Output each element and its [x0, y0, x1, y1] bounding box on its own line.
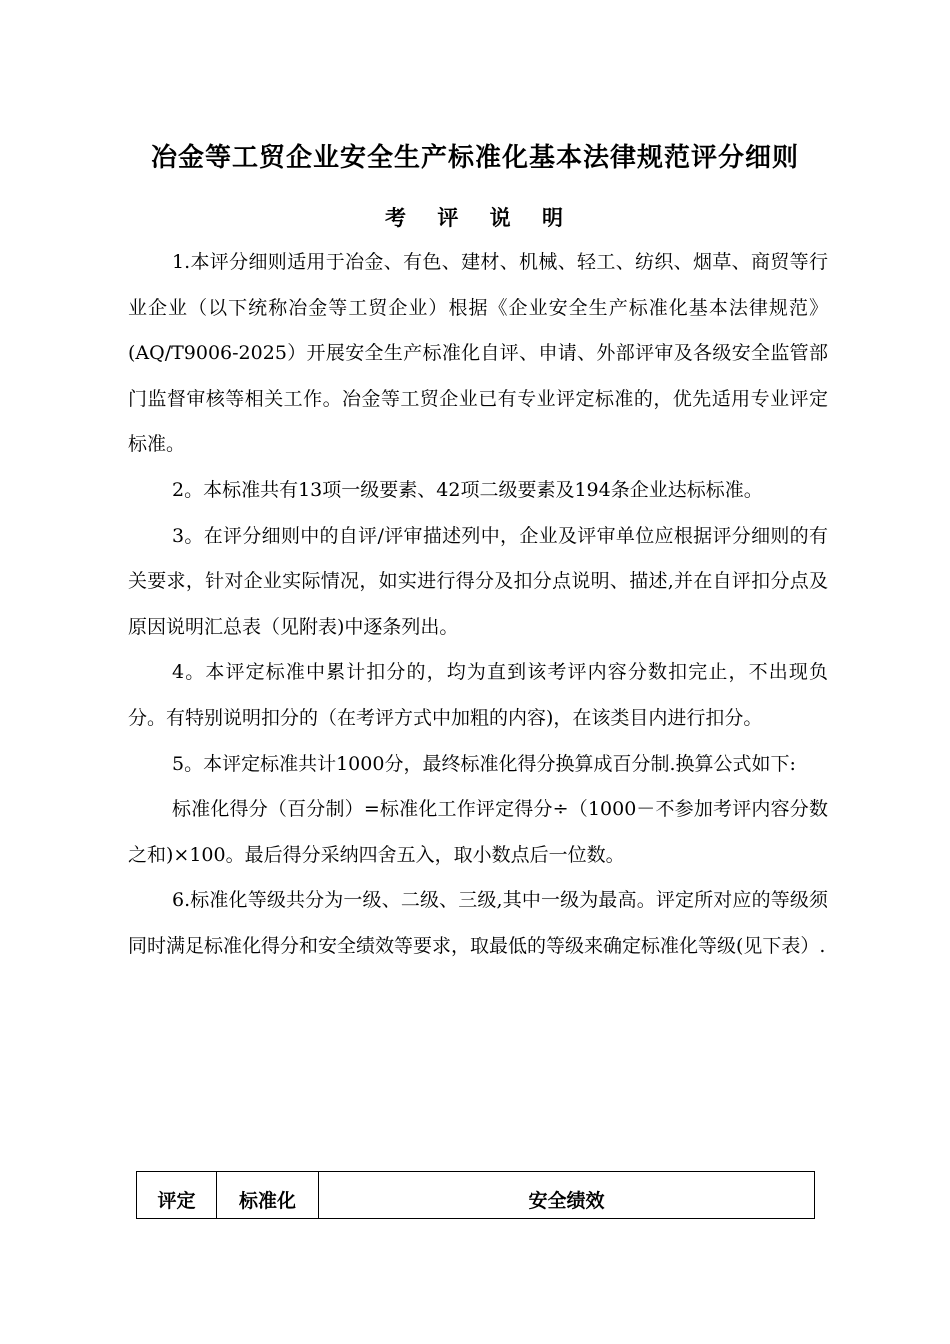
header-cell-rating: 评定 — [137, 1172, 217, 1219]
paragraph-3: 3。在评分细则中的自评/评审描述列中，企业及评审单位应根据评分细则的有关要求，针对企业实际情况，如实进行得分及扣分点说明、描述,并在自评扣分点及原因说明汇总表（见附表)中逐条列出。 — [128, 524, 828, 638]
table-header-row — [137, 1172, 815, 1219]
paragraph-2: 2。本标准共有13项一级要素、42项二级要素及194条企业达标标准。 — [172, 478, 763, 501]
paragraph-5: 5。本评定标准共计1000分，最终标准化得分换算成百分制.换算公式如下: — [172, 752, 796, 775]
header-cell-standardization: 标准化 — [217, 1172, 319, 1219]
document-title: 冶金等工贸企业安全生产标准化基本法律规范评分细则 — [150, 143, 799, 173]
paragraph-1: 1.本评分细则适用于冶金、有色、建材、机械、轻工、纺织、烟草、商贸等行业企业（以下统称冶金等工贸企业）根据《企业安全生产标准化基本法律规范》(AQ/T9006-2025）开展安全生产标准化自评、申请、外部评审及各级安全监管部门监督审核等相关工作。冶金等工贸企业已有专业评定标准的，优先适用专业评定标准。 — [128, 251, 828, 456]
body-text — [128, 240, 828, 970]
formula-paragraph: 标准化得分（百分制）=标准化工作评定得分÷（1000－不参加考评内容分数之和)×100。最后得分采纳四舍五入，取小数点后一位数。 — [128, 798, 828, 866]
grade-table — [136, 1171, 815, 1219]
header-cell-safety-performance: 安全绩效 — [319, 1172, 815, 1219]
section-heading: 考 评 说 明 — [385, 206, 575, 230]
paragraph-6: 6.标准化等级共分为一级、二级、三级,其中一级为最高。评定所对应的等级须同时满足标准化得分和安全绩效等要求，取最低的等级来确定标准化等级(见下表）. — [128, 889, 828, 957]
paragraph-4: 4。本评定标准中累计扣分的，均为直到该考评内容分数扣完止，不出现负分。有特别说明扣分的（在考评方式中加粗的内容)，在该类目内进行扣分。 — [128, 661, 828, 729]
